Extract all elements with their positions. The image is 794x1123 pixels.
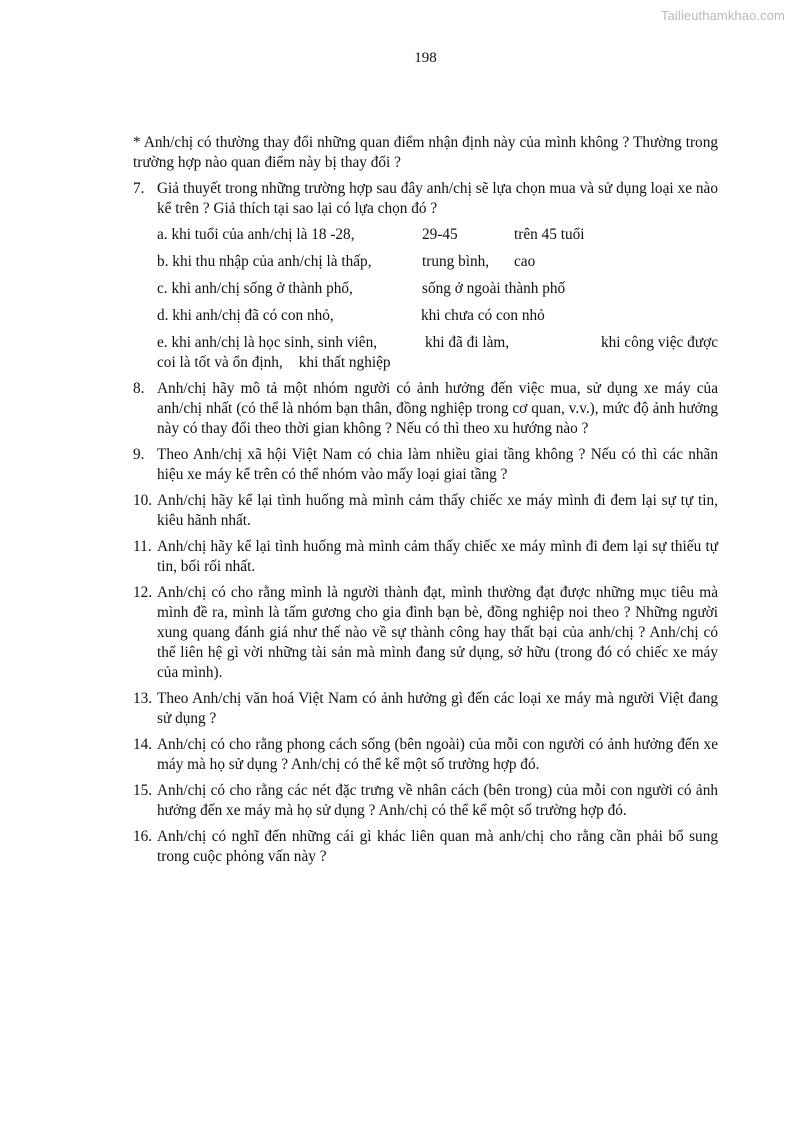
question-11 [133,537,718,577]
question-text: Anh/chị có cho rằng phong cách sống (bên ngoài) của mỗi con người có ảnh hưởng đến xe máy mà họ sử dụng ? Anh/chị có thể kể một số trường hợp đó. [157,736,718,773]
document-body [133,133,718,873]
option-a-part-1: a. khi tuổi của anh/chị là 18 -28, [157,226,355,243]
option-list [157,225,718,373]
option-b-part-2: trung bình, [422,253,490,270]
question-text: Anh/chị có nghĩ đến những cái gì khác liên quan mà anh/chị cho rằng cần phải bổ sung trong cuộc phỏng vấn này ? [157,828,718,865]
option-d-part-2: khi chưa có con nhỏ [421,307,545,324]
question-text: Theo Anh/chị văn hoá Việt Nam có ảnh hưởng gì đến các loại xe máy mà người Việt đang sử dụng ? [157,690,718,727]
option-e-part-1: e. khi anh/chị là học sinh, sinh viên, [157,334,378,351]
question-number: 14. [133,736,153,753]
question-12 [133,583,718,683]
question-number: 9. [133,446,145,463]
question-number: 13. [133,690,153,707]
page-number: 198 [414,50,437,66]
question-text: Anh/chị có cho rằng mình là người thành đạt, mình thường đạt được những mục tiêu mà mình đề ra, mình là tấm gương cho gia đình bạn bè, đồng nghiệp noi theo ? Những người xung quang đánh giá như thế nào về sự thành công hay thất bại của anh/chị ? Anh/chị có thể liên hệ gì vời những tài sản mà mình đang sử dụng, sở hữu (trong đó có chiếc xe máy của mình). [157,584,718,681]
question-10 [133,491,718,531]
question-16 [133,827,718,867]
question-number: 16. [133,828,153,845]
option-d [157,306,718,326]
question-text: Anh/chị hãy mô tả một nhóm người có ảnh hưởng đến việc mua, sử dụng xe máy của anh/chị nhất (có thể là nhóm bạn thân, đồng nghiệp trong cơ quan, v.v.), mức độ ảnh hưởng này có thay đổi theo thời gian không ? Nếu có thì theo xu hướng nào ? [157,380,718,437]
option-b-part-3: cao [514,253,536,270]
option-e [157,333,718,373]
question-8 [133,379,718,439]
option-c-part-2: sống ở ngoài thành phố [422,280,566,297]
option-b-part-1: b. khi thu nhập của anh/chị là thấp, [157,253,372,270]
question-7 [133,179,718,373]
option-c-part-1: c. khi anh/chị sống ở thành phố, [157,280,353,297]
option-a-part-2: 29-45 [422,226,458,243]
watermark: Tailieuthamkhao.com [660,8,785,23]
question-text: Theo Anh/chị xã hội Việt Nam có chia làm nhiều giai tầng không ? Nếu có thì các nhãn hiệu xe máy kể trên có thể nhóm vào mấy loại giai tầng ? [157,446,718,483]
question-13 [133,689,718,729]
question-text: Anh/chị hãy kể lại tình huống mà mình cảm thấy chiếc xe máy mình đi đem lại sự thiếu tự tin, bối rối nhất. [157,538,718,575]
question-number: 7. [133,180,145,197]
question-15 [133,781,718,821]
option-d-part-1: d. khi anh/chị đã có con nhỏ, [157,307,334,324]
option-e-part-2: khi đã đi làm, [425,334,510,351]
question-number: 12. [133,584,153,601]
question-number: 11. [133,538,152,555]
option-a [157,225,718,245]
option-e-part-3: khi công việc được [600,334,718,351]
option-b [157,252,718,272]
question-text: Anh/chị hãy kể lại tình huống mà mình cảm thấy chiếc xe máy mình đi đem lại sự tự tin, kiêu hãnh nhất. [157,492,718,529]
question-14 [133,735,718,775]
question-number: 15. [133,782,153,799]
question-number: 10. [133,492,153,509]
option-e-part-4: coi là tốt và ổn định, [157,354,283,371]
option-e-part-5: khi thất nghiệp [298,354,391,371]
question-number: 8. [133,380,145,397]
option-c [157,279,718,299]
question-text: Giả thuyết trong những trường hợp sau đây anh/chị sẽ lựa chọn mua và sử dụng loại xe nào kể trên ? Giả thích tại sao lại có lựa chọn đó ? [157,180,718,217]
question-text: Anh/chị có cho rằng các nét đặc trưng về nhân cách (bên trong) của mỗi con người có ảnh hưởng đến xe máy mà họ sử dụng ? Anh/chị có thể kể một số trường hợp đó. [157,782,718,819]
option-a-part-3: trên 45 tuổi [514,226,585,243]
intro-paragraph: * Anh/chị có thường thay đổi những quan điểm nhận định này của mình không ? Thường trong trường hợp nào quan điểm này bị thay đổi ? [133,134,718,171]
question-9 [133,445,718,485]
